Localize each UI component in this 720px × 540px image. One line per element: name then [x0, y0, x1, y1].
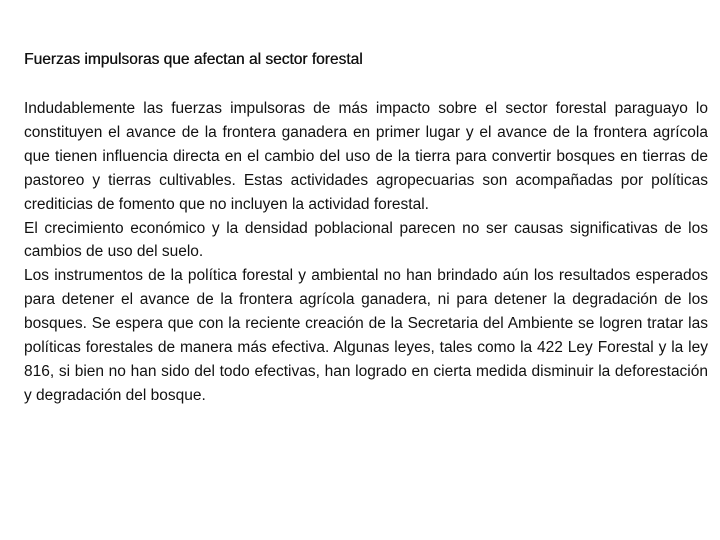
- document-body: [24, 97, 708, 408]
- paragraph-policy-instruments: Los instrumentos de la política forestal y ambiental no han brindado aún los resultados esperados para detener el avance de la frontera agrícola ganadera, ni para detener la degradación de los bosques. Se espera que con la reciente creación de la Secretaria del Ambiente se logren tratar las políticas forestales de manera más efectiva. Algunas leyes, tales como la 422 Ley Forestal y la ley 816, si bien no han sido del todo efectivas, han logrado en cierta medida disminuir la deforestación y degradación del bosque.: [24, 267, 708, 404]
- paragraph-economic-growth: El crecimiento económico y la densidad poblacional parecen no ser causas significativas de los cambios de uso del suelo.: [24, 219, 708, 261]
- paragraph-frontier-expansion: Indudablemente las fuerzas impulsoras de más impacto sobre el sector forestal paraguayo lo constituyen el avance de la frontera ganadera en primer lugar y el avance de la frontera agrícola que tienen influencia directa en el cambio del uso de la tierra para convertir bosques en tierras de pastoreo y tierras cultivables. Estas actividades agropecuarias son acompañadas por políticas crediticias de fomento que no incluyen la actividad forestal.: [24, 100, 708, 213]
- document-title: Fuerzas impulsoras que afectan al sector forestal: [24, 51, 363, 68]
- document-page: [24, 49, 708, 408]
